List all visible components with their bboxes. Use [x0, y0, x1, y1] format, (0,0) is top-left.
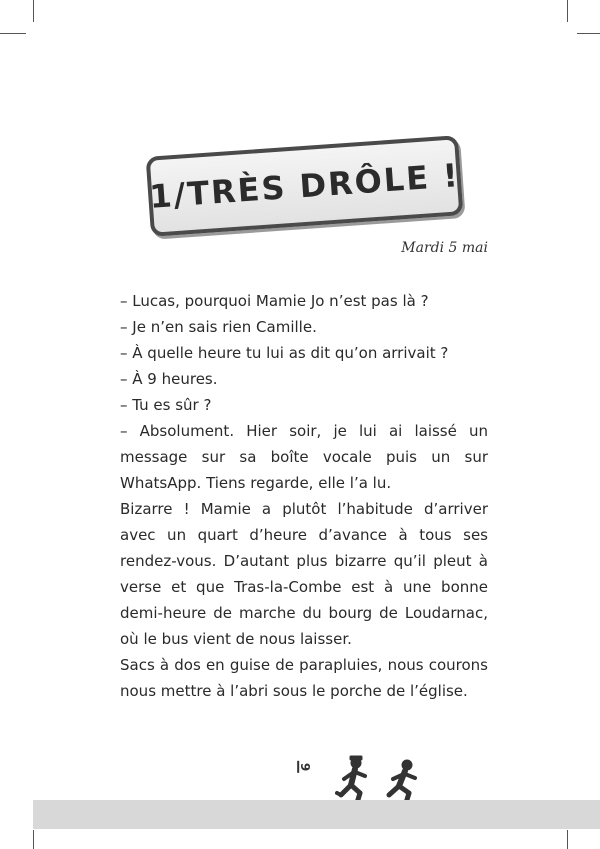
paragraph: – Absolument. Hier soir, je lui ai laissé un message sur sa boîte vocale puis un sur WhatsApp. Tiens regarde, elle l’a lu. — [120, 422, 488, 492]
chapter-title: 1/TRÈS DRÔLE ! — [148, 156, 461, 216]
paragraph: Bizarre ! Mamie a plutôt l’habitude d’arriver avec un quart d’heure d’avance à tous ses rendez-vous. D’autant plus bizarre qu’il pleut à verse et que Tras-la-Combe est à une bonne demi-heure de marche du bourg de Loudarnac, où le bus vient de nous laisser. — [120, 500, 488, 648]
dialogue-line: – Tu es sûr ? — [120, 396, 212, 414]
dialogue-line: – Je n’en sais rien Camille. — [120, 318, 317, 336]
crop-mark-bottom-right-v — [567, 830, 568, 849]
crop-mark-top-left-v — [33, 0, 34, 22]
crop-mark-top-right-h — [577, 33, 600, 34]
paragraph: Sacs à dos en guise de parapluies, nous courons nous mettre à l’abri sous le porche de l’église. — [120, 656, 488, 700]
crop-mark-top-right-v — [567, 0, 568, 22]
dialogue-line: – À 9 heures. — [120, 370, 218, 388]
chapter-title-plate — [146, 135, 464, 237]
chapter-body — [120, 288, 488, 704]
crop-mark-bottom-left-v — [33, 830, 34, 849]
page-number: 9 — [298, 762, 313, 772]
crop-mark-top-left-h — [0, 33, 26, 34]
dialogue-line: – À quelle heure tu lui as dit qu’on arrivait ? — [120, 344, 449, 362]
footer-band — [33, 800, 600, 829]
chapter-date: Mardi 5 mai — [401, 240, 488, 256]
dialogue-line: – Lucas, pourquoi Mamie Jo n’est pas là ? — [120, 292, 429, 310]
